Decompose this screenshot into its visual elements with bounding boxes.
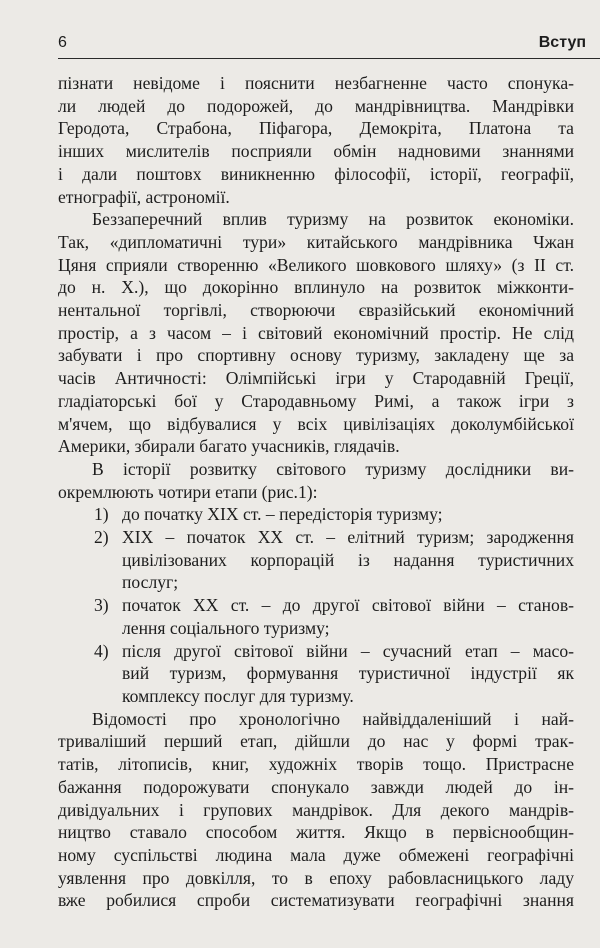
list-item-text: початок XX ст. – до другої світової війни – станов-	[122, 595, 574, 616]
text-line: ли людей до подорожей, до мандрівництва. Мандрівки	[58, 95, 574, 116]
text-line: послуг;	[122, 572, 179, 593]
text-line: бажання подорожувати спонукало завжди людей до ін-	[58, 776, 574, 797]
list-marker: 3)	[94, 595, 109, 616]
text-line: інших мислителів посприяли обмін надновими знаннями	[58, 141, 574, 162]
text-line: етнографії, астрономії.	[58, 186, 230, 207]
list-marker: 1)	[94, 504, 109, 525]
text-line: до н. Х.), що докорінно вплинуло на розвиток міжконти-	[58, 277, 574, 298]
list-item-text: до початку XIX ст. – передісторія туризму;	[122, 504, 443, 525]
text-line: простір, а з часом – і світовий економічний простір. Не слід	[58, 322, 574, 343]
text-line: Беззаперечний вплив туризму на розвиток економіки.	[92, 209, 574, 230]
header-rule	[58, 58, 600, 59]
text-line: забувати і про спортивну основу туризму, закладену ще за	[58, 345, 574, 366]
text-line: уявлення про довкілля, то в епоху рабовласницького ладу	[58, 867, 574, 888]
page-number: 6	[58, 34, 67, 51]
text-line: ному суспільстві людина мала дуже обмежені географічні	[58, 844, 574, 865]
list-item	[58, 503, 574, 526]
text-line: м'ячем, що відбувалися у всіх цивілізаціях доколумбійської	[58, 413, 574, 434]
list-marker: 4)	[94, 640, 109, 661]
text-line: Відомості про хронологічно найвіддаленіший і най-	[92, 708, 574, 729]
section-title: Вступ	[538, 34, 586, 51]
text-line: ництво ставало способом життя. Якщо в первіснообщин-	[58, 822, 574, 843]
text-line: Так, «дипломатичні тури» китайського мандрівника Чжан	[58, 231, 574, 252]
list-item	[58, 526, 574, 549]
text-line: нентальної торгівлі, створюючи євразійський економічний	[58, 300, 574, 321]
text-line: комплексу послуг для туризму.	[122, 685, 354, 706]
text-line: вий туризм, формування туристичної індустрії як	[122, 663, 574, 684]
list-item-text: XIX – початок XX ст. – елітний туризм; зародження	[122, 527, 574, 548]
text-line: триваліший перший етап, дійшли до нас у формі трак-	[58, 731, 574, 752]
text-line: вже робилися спроби систематизувати географічні знання	[58, 890, 574, 911]
list-item-text: після другої світової війни – сучасний етап – масо-	[122, 640, 574, 661]
text-line: В історії розвитку світового туризму дослідники ви-	[92, 458, 574, 479]
text-line: часів Античності: Олімпійські ігри у Стародавній Греції,	[58, 368, 574, 389]
text-line: пізнати невідоме і пояснити незбагненне часто спонука-	[58, 73, 574, 93]
text-line: Цяня сприяли створенню «Великого шовкового шляху» (з II ст.	[58, 254, 574, 275]
text-line: цивілізованих корпорацій із надання туристичних	[122, 549, 574, 570]
list-item	[58, 594, 574, 617]
text-line: дивідуальних і групових мандрівок. Для декого мандрів-	[58, 799, 574, 820]
text-line: Америки, збирали багато учасників, глядачів.	[58, 436, 400, 457]
text-line: Геродота, Страбона, Піфагора, Демокріта, Платона та	[58, 118, 574, 139]
body-text	[58, 72, 574, 912]
list-item	[58, 640, 574, 663]
text-line: окремлюють чотири етапи (рис.1):	[58, 481, 318, 502]
page-header	[58, 28, 600, 58]
list-marker: 2)	[94, 527, 109, 548]
text-line: лення соціального туризму;	[122, 617, 330, 638]
text-line: татів, літописів, книг, художніх творів тощо. Пристрасне	[58, 754, 574, 775]
text-line: і дали поштовх виникненню філософії, історії, географії,	[58, 163, 574, 184]
text-line: гладіаторські бої у Стародавньому Римі, а також ігри з	[58, 390, 574, 411]
